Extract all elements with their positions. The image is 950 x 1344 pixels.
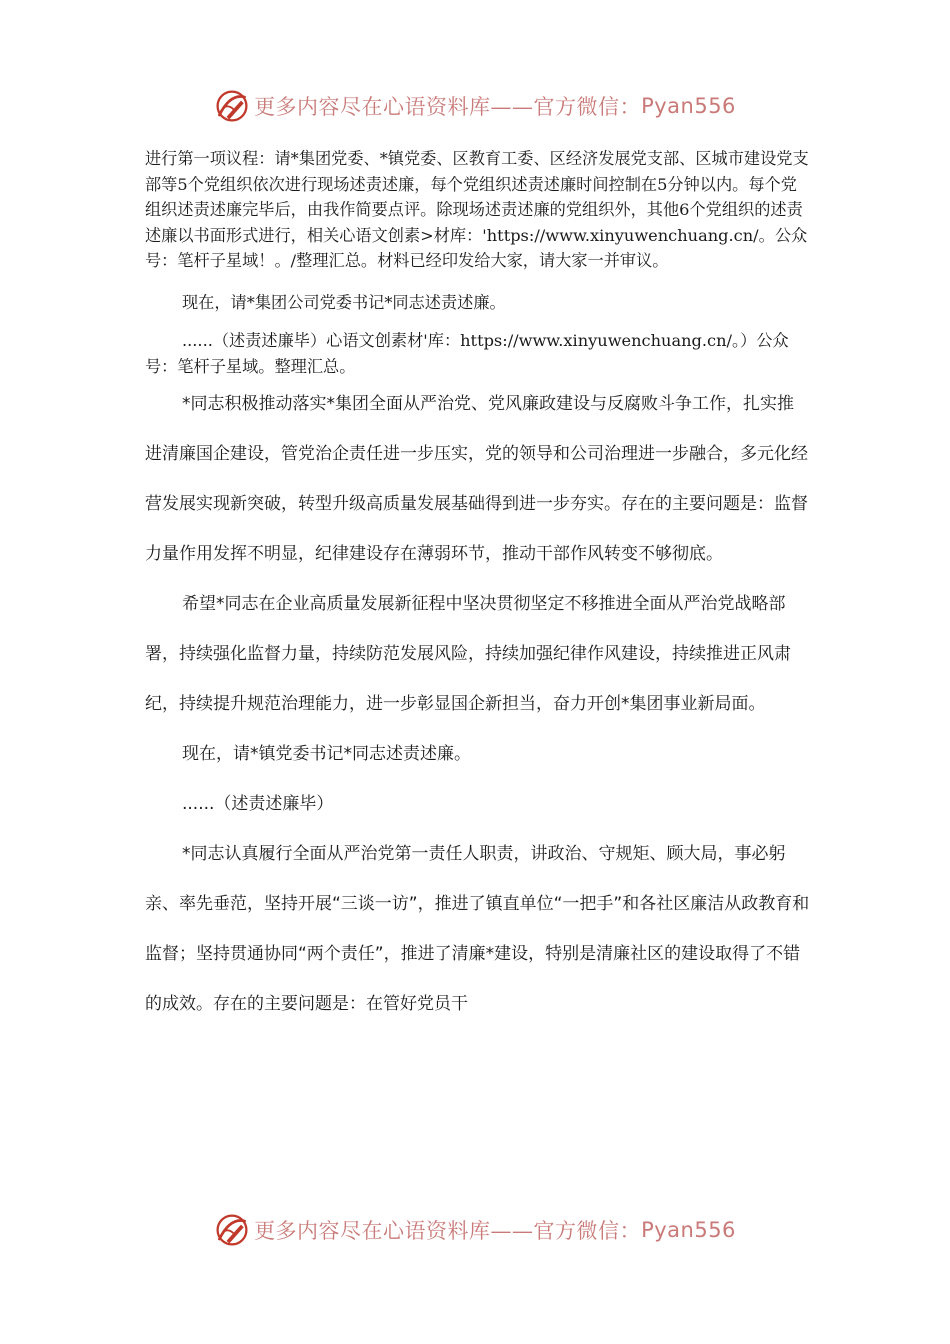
footer-banner [0, 1208, 950, 1252]
document-body [145, 146, 810, 1029]
paragraph-hope-group: 希望*同志在企业高质量发展新征程中坚决贯彻坚定不移推进全面从严治党战略部署，持续强化监督力量，持续防范发展风险，持续加强纪律作风建设，持续推进正风肃纪，持续提升规范治理能力，进一步彰显国企新担当，奋力开创*集团事业新局面。 [145, 594, 791, 714]
xinyu-logo-icon [214, 88, 250, 124]
wechat-id: Pyan556 [641, 1218, 736, 1242]
paragraph-report-finished-2: ......（述责述廉毕） [182, 794, 334, 814]
paragraph-invite-group-secretary: 现在，请*集团公司党委书记*同志述责述廉。 [182, 292, 506, 312]
xinyu-logo-icon [214, 1212, 250, 1248]
paragraph-review-group: *同志积极推动落实*集团全面从严治党、党风廉政建设与反腐败斗争工作，扎实推进清廉国企建设，管党治企责任进一步压实，党的领导和公司治理进一步融合，多元化经营发展实现新突破，转型升级高质量发展基础得到进一步夯实。存在的主要问题是：监督力量作用发挥不明显，纪律建设存在薄弱环节，推动干部作风转变不够彻底。 [145, 394, 808, 564]
header-banner [0, 84, 950, 128]
paragraph-report-finished-1: ......（述责述廉毕）心语文创素材'库：https://www.xinyuwenchuang.cn/。）公众号：笔杆子星域。整理汇总。 [145, 331, 789, 376]
banner-text: 更多内容尽在心语资料库——官方微信： [254, 95, 642, 119]
paragraph-review-town: *同志认真履行全面从严治党第一责任人职责，讲政治、守规矩、顾大局，事必躬亲、率先垂范，坚持开展“三谈一访”，推进了镇直单位“一把手”和各社区廉洁从政教育和监督；坚持贯通协同“两个责任”，推进了清廉*建设，特别是清廉社区的建设取得了不错的成效。存在的主要问题是：在管好党员干 [145, 844, 810, 1014]
paragraph-agenda: 进行第一项议程：请*集团党委、*镇党委、区教育工委、区经济发展党支部、区城市建设党支部等5个党组织依次进行现场述责述廉，每个党组织述责述廉时间控制在5分钟以内。每个党组织述责述廉完毕后，由我作简要点评。除现场述责述廉的党组织外，其他6个党组织的述责述廉以书面形式进行，相关心语文创素>材库：'https://www.xinyuwenchuang.cn/。公众号：笔杆子星域！。/整理汇总。材料已经印发给大家，请大家一并审议。 [145, 149, 809, 270]
paragraph-invite-town-secretary: 现在，请*镇党委书记*同志述责述廉。 [182, 744, 471, 764]
banner-text: 更多内容尽在心语资料库——官方微信： [254, 1219, 642, 1243]
wechat-id: Pyan556 [641, 94, 736, 118]
